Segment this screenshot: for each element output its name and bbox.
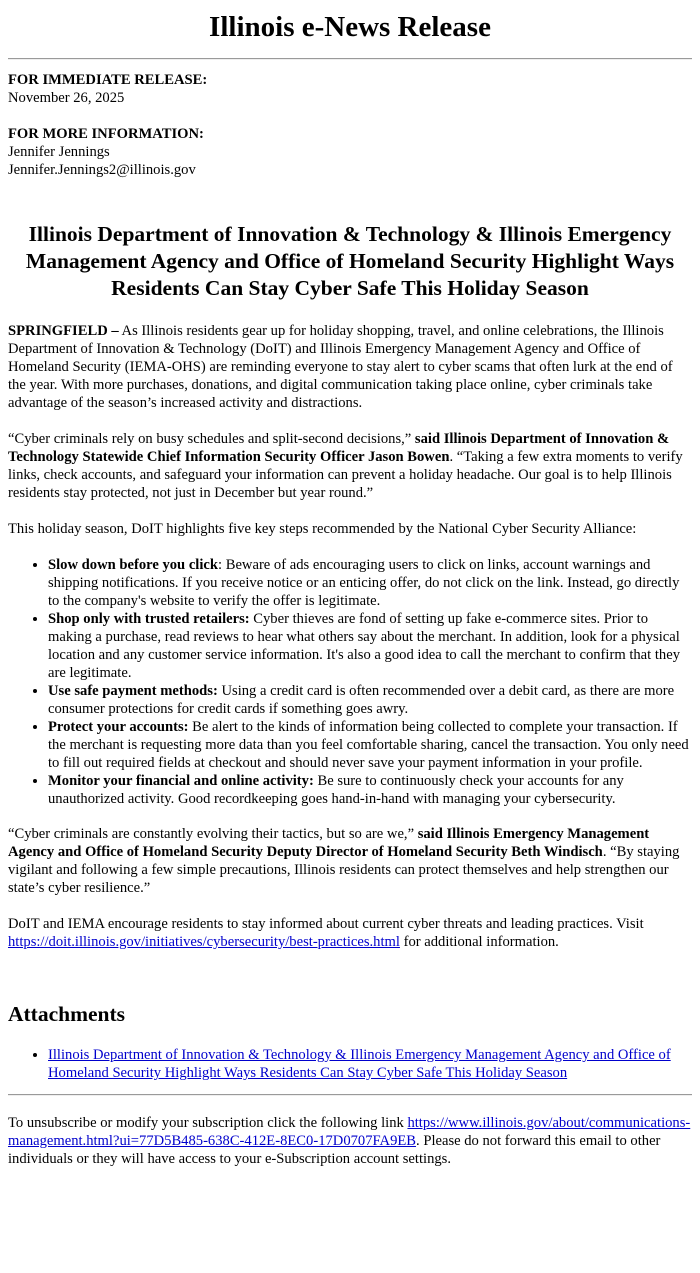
- step-text: Be alert to the kinds of information being collected to complete your transaction. If the merchant is requesting more data than you feel comfortable sharing, cancel the transaction. You only need to fill out required fields at checkout and should never save your payment information in your profile.: [48, 719, 689, 771]
- unsubscribe-link[interactable]: https://www.illinois.gov/about/communications-management.html?ui=77D5B485-638C-412E-8EC0-17D0707FA9EB: [8, 1115, 691, 1149]
- attachment-link[interactable]: Illinois Department of Innovation & Technology & Illinois Emergency Management Agency and Office of Homeland Security Highlight Ways Residents Can Stay Cyber Safe This Holiday Season: [48, 1047, 671, 1081]
- closing-paragraph: [8, 915, 692, 951]
- list-item: [48, 556, 692, 610]
- step-text: Using a credit card is often recommended over a debit card, as there are more consumer protections for credit cards if something goes awry.: [48, 683, 675, 717]
- quote1-open: “Cyber criminals rely on busy schedules and split-second decisions,”: [8, 431, 415, 447]
- unsubscribe-post: . Please do not forward this email to other individuals or they will have access to your e-Subscription account settings.: [8, 1133, 661, 1167]
- list-item: [48, 610, 692, 682]
- quote1-rest: . “Taking a few extra moments to verify links, check accounts, and safeguard your information can prevent a holiday headache. Our goal is to help Illinois residents stay protected, not just in December but year round.”: [8, 449, 683, 501]
- step-text: Cyber thieves are fond of setting up fake e-commerce sites. Prior to making a purchase, read reviews to hear what others say about the merchant. In addition, look for a physical location and any customer service information. It's also a good idea to call the merchant to confirm that they are legitimate.: [48, 611, 680, 681]
- dateline: SPRINGFIELD –: [8, 323, 119, 339]
- unsubscribe-paragraph: [8, 1114, 692, 1168]
- contact-name: Jennifer Jennings: [8, 144, 110, 160]
- release-headline: Illinois Department of Innovation & Technology & Illinois Emergency Management Agency and Office of Homeland Security Highlight Ways Residents Can Stay Cyber Safe This Holiday Season: [25, 222, 675, 300]
- info-label: FOR MORE INFORMATION:: [8, 126, 204, 142]
- masthead-divider: [8, 58, 692, 60]
- steps-intro: This holiday season, DoIT highlights five key steps recommended by the National Cyber Security Alliance:: [8, 521, 637, 537]
- step-title: Monitor your financial and online activity:: [48, 773, 314, 789]
- list-item: [48, 772, 692, 808]
- contact-email: Jennifer.Jennings2@illinois.gov: [8, 162, 196, 178]
- closing-pre: DoIT and IEMA encourage residents to stay informed about current cyber threats and leading practices. Visit: [8, 916, 644, 932]
- closing-post: for additional information.: [399, 934, 559, 950]
- quote2-rest: . “By staying vigilant and following a few simple precautions, Illinois residents can protect themselves and help strengthen our state’s cyber resilience.”: [8, 844, 680, 896]
- masthead-title: Illinois e-News Release: [209, 11, 491, 43]
- step-title: Use safe payment methods:: [48, 683, 218, 699]
- release-label: FOR IMMEDIATE RELEASE:: [8, 72, 208, 88]
- quote-paragraph-2: [8, 825, 692, 897]
- footer: [8, 1114, 692, 1168]
- attachments-list: [8, 1046, 692, 1082]
- best-practices-link[interactable]: https://doit.illinois.gov/initiatives/cybersecurity/best-practices.html: [8, 934, 400, 950]
- step-title: Slow down before you click: [48, 557, 219, 573]
- step-text: : Beware of ads encouraging users to click on links, account warnings and shipping notifications. If you receive notice or an enticing offer, do not click on the link. Instead, go directly to the company's website to verify the offer is legitimate.: [48, 557, 680, 609]
- step-title: Protect your accounts:: [48, 719, 189, 735]
- footer-divider: [8, 1094, 692, 1096]
- unsubscribe-pre: To unsubscribe or modify your subscription click the following link: [8, 1115, 408, 1131]
- contact-info: [8, 125, 692, 179]
- steps-list: [8, 556, 692, 808]
- step-title: Shop only with trusted retailers:: [48, 611, 250, 627]
- list-item: [48, 682, 692, 718]
- quote2-open: “Cyber criminals are constantly evolving their tactics, but so are we,”: [8, 826, 418, 842]
- intro-text: As Illinois residents gear up for holiday shopping, travel, and online celebrations, the Illinois Department of Innovation & Technology (DoIT) and Illinois Emergency Management Agency and Office of Homeland Security (IEMA-OHS) are reminding everyone to stay alert to cyber scams that often lurk at the end of the year. With more purchases, donations, and digital communication taking place online, cyber criminals take advantage of the season’s increased activity and distractions.: [8, 323, 673, 411]
- list-item: [48, 718, 692, 772]
- attachments-title: Attachments: [8, 1002, 126, 1026]
- meta-spacer: [8, 107, 692, 125]
- list-item: [48, 1046, 692, 1082]
- release-info: [8, 71, 692, 107]
- step-text: Be sure to continuously check your accounts for any unauthorized activity. Good recordkeeping goes hand-in-hand with managing your cybersecurity.: [48, 773, 624, 807]
- quote2-attribution: said Illinois Emergency Management Agency and Office of Homeland Security Deputy Director of Homeland Security Beth Windisch: [8, 826, 650, 860]
- release-date: November 26, 2025: [8, 90, 125, 106]
- release-meta: [8, 71, 692, 179]
- quote1-attribution: said Illinois Department of Innovation & Technology Statewide Chief Information Security Officer Jason Bowen: [8, 431, 670, 465]
- quote-paragraph-1: [8, 430, 692, 502]
- intro-paragraph: [8, 322, 692, 412]
